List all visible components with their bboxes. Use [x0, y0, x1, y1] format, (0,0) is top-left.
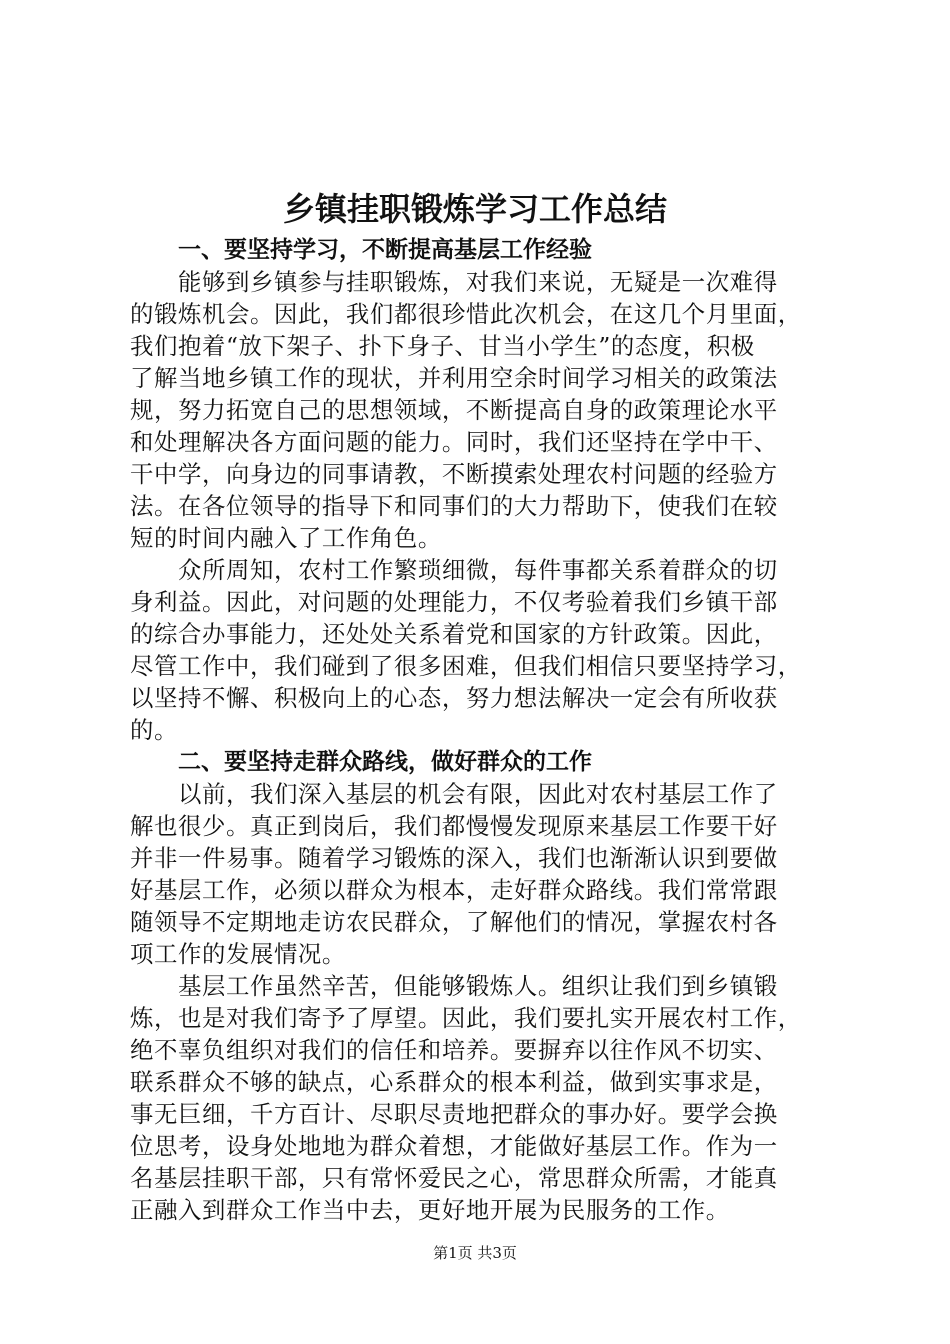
paragraph — [130, 266, 830, 554]
paragraph-line: 好基层工作，必须以群众为根本，走好群众路线。我们常常跟 — [130, 876, 778, 904]
document-body — [130, 234, 830, 1226]
page-footer: 第1页 共3页 — [433, 1244, 517, 1262]
paragraph-line: 的。 — [130, 716, 178, 744]
paragraph-line: 随领导不定期地走访农民群众，了解他们的情况，掌握农村各 — [130, 908, 778, 936]
document-title: 乡镇挂职锻炼学习工作总结 — [282, 190, 667, 228]
paragraph-line: 基层工作虽然辛苦，但能够锻炼人。组织让我们到乡镇锻 — [178, 972, 778, 1000]
paragraph-line: 以坚持不懈、积极向上的心态，努力想法解决一定会有所收获 — [130, 684, 778, 712]
section-heading: 一、要坚持学习，不断提高基层工作经验 — [178, 237, 592, 263]
paragraph-line: 的锻炼机会。因此，我们都很珍惜此次机会，在这几个月里面， — [130, 300, 802, 328]
paragraph-line: 短的时间内融入了工作角色。 — [130, 524, 442, 552]
paragraph-line: 了解当地乡镇工作的现状，并利用空余时间学习相关的政策法 — [130, 364, 778, 392]
paragraph-line: 我们抱着“放下架子、扑下身子、甘当小学生”的态度，积极 — [130, 332, 755, 360]
paragraph — [130, 778, 830, 970]
paragraph-line: 绝不辜负组织对我们的信任和培养。要摒弃以往作风不切实、 — [130, 1036, 778, 1064]
paragraph-line: 事无巨细，千方百计、尽职尽责地把群众的事办好。要学会换 — [130, 1100, 778, 1128]
paragraph-line: 并非一件易事。随着学习锻炼的深入，我们也渐渐认识到要做 — [130, 844, 778, 872]
paragraph-line: 能够到乡镇参与挂职锻炼，对我们来说，无疑是一次难得 — [178, 268, 778, 296]
paragraph-line: 以前，我们深入基层的机会有限，因此对农村基层工作了 — [178, 780, 778, 808]
paragraph-line: 名基层挂职干部，只有常怀爱民之心，常思群众所需，才能真 — [130, 1164, 778, 1192]
paragraph-line: 的综合办事能力，还处处关系着党和国家的方针政策。因此， — [130, 620, 778, 648]
paragraph-line: 正融入到群众工作当中去，更好地开展为民服务的工作。 — [130, 1196, 730, 1224]
paragraph — [130, 554, 830, 746]
paragraph-line: 炼，也是对我们寄予了厚望。因此，我们要扎实开展农村工作， — [130, 1004, 802, 1032]
paragraph-line: 众所周知，农村工作繁琐细微，每件事都关系着群众的切 — [178, 556, 778, 584]
section-heading: 二、要坚持走群众路线，做好群众的工作 — [178, 749, 592, 775]
paragraph-line: 解也很少。真正到岗后，我们都慢慢发现原来基层工作要干好 — [130, 812, 778, 840]
paragraph-line: 法。在各位领导的指导下和同事们的大力帮助下，使我们在较 — [130, 492, 778, 520]
paragraph-line: 和处理解决各方面问题的能力。同时，我们还坚持在学中干、 — [130, 428, 778, 456]
paragraph-line: 身利益。因此，对问题的处理能力，不仅考验着我们乡镇干部 — [130, 588, 778, 616]
paragraph-line: 尽管工作中，我们碰到了很多困难，但我们相信只要坚持学习， — [130, 652, 802, 680]
paragraph-line: 位思考，设身处地地为群众着想，才能做好基层工作。作为一 — [130, 1132, 778, 1160]
paragraph — [130, 970, 830, 1226]
paragraph-line: 干中学，向身边的同事请教，不断摸索处理农村问题的经验方 — [130, 460, 778, 488]
paragraph-line: 联系群众不够的缺点，心系群众的根本利益，做到实事求是， — [130, 1068, 778, 1096]
paragraph-line: 项工作的发展情况。 — [130, 940, 346, 968]
paragraph-line: 规，努力拓宽自己的思想领域，不断提高自身的政策理论水平 — [130, 396, 778, 424]
